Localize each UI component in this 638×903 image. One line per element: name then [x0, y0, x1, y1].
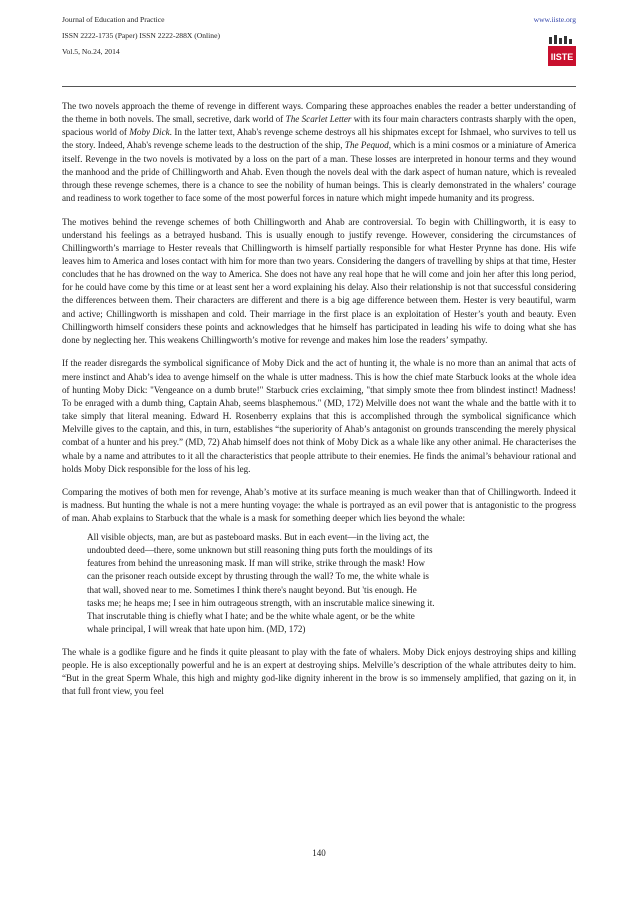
header-divider — [62, 86, 576, 87]
title-pequod: The Pequod — [344, 140, 389, 151]
page-header — [62, 12, 576, 82]
paragraph-2: The motives behind the revenge schemes of both Chillingworth and Ahab are controversial. To begin with Chillingworth, it is easy to understand his feelings as a betrayed husband. This is usually enough to justify revenge. However, considering the circumstances of Chillingworth’s marriage to Hester reveals that Chillingworth is himself partially responsible for what Hester Prynne has done. His wife leaves him to America and loses contact with him for more than two years. Considering the dangers of travelling by ships at that time, Hester concludes that he has drowned on the way to America. She does not have any real hope that he will come and join her after this long period, for he could have come by this time or at least sent her a word explaining his delay. Also their relationship is not that successful considering the differences between them. Their characters are different and there is a big age difference between them. Hester is very beautiful, warm and active; Chillingworth is misshapen and cold. Their marriage in the first place is an exploitation of Hester’s youth and beauty. Even Chillingworth himself considers these points and acknowledges that he himself has participated in leading his wife to doing what she has done by neglecting her. This weakens Chillingworth’s motive for revenge and makes him lose the readers’ sympathy. — [62, 216, 576, 345]
title-scarlet-letter: The Scarlet Letter — [285, 114, 352, 125]
quote-line: can the prisoner reach outside except by thrusting through the wall? To me, the white whale is — [87, 571, 429, 582]
paragraph-1: The two novels approach the theme of revenge in different ways. Comparing these approaches enables the reader a better understanding of the theme in both novels. The small, secretive, dark world of The Scarlet Letter with its four main characters contrasts sharply with the open, spacious world of Moby Dick. In the latter text, Ahab's revenge scheme destroys all his shipmates except for Ishmael, who survives to tell us the story. Indeed, Ahab's revenge scheme leads to the destruction of the ship, The Pequod, which is a mini cosmos or a miniature of America itself. Revenge in the two novels is motivated by a loss on the part of a man. These losses are interpreted in honour terms and they wound the manhood and the pride of Chillingworth and Ahab. Even though the novels deal with the dark aspect of human nature, which is revealed through these revenge schemes, there is a chance to see the nobility of human beings. This is clearly demonstrated in the whalers’ courage and readiness to work together to face some of the most powerful forces in nature which might impede humanity and its progress. — [62, 101, 576, 204]
quote-line: undoubted deed—there, some unknown but still reasoning thing puts forth the mouldings of its — [87, 545, 433, 556]
quote-line: that wall, shoved near to me. Sometimes I think there's naught beyond. But 'tis enough. He — [87, 584, 417, 595]
journal-volume: Vol.5, No.24, 2014 — [62, 47, 120, 56]
paragraph-3: If the reader disregards the symbolical significance of Moby Dick and the act of hunting it, the whale is no more than an animal that acts of mere instinct and Ahab’s idea to avenge himself on the whale is utter madness. This is how the chief mate Starbuck looks at the whole idea of hunting Moby Dick: "Vengeance on a dumb brute!" Starbuck cries exclaiming, "that simply smote thee from blindest instinct! Madness! To be enraged with a dumb thing, Captain Ahab, seems blasphemous." (MD, 172) Melville does not want the whale and the battle with it to take simply that literal meaning. Edward H. Rosenberry explains that this is accomplished through the symbolical significance which Melville gives to the captain, and this, in turn, establishes “the superiority of Ahab’s antagonist on grounds transcending the merely physical combat of a hunter and his prey.” (MD, 72) Ahab himself does not think of Moby Dick as a whale like any other animal. He characterises the whale by a name and attributes to it all the characteristics that people attribute to their enemies. He finds the animal’s behaviour rational and holds Moby Dick responsible for the loss of his leg. — [62, 358, 576, 474]
logo-label: IISTE — [550, 52, 574, 62]
paragraph-5: The whale is a godlike figure and he finds it quite pleasant to play with the fate of whalers. Moby Dick enjoys destroying ships and killing people. He is also exceptionally powerful and he is an expert at destroying ships. Melville’s description of the whale attributes deity to him. “But in the great Sperm Whale, this high and mighty god-like dignity inherent in the brow is so immensely amplified, that gazing on it, in that full front view, you feel — [62, 646, 576, 696]
quote-line: features from behind the unreasoning mask. If man will strike, strike through the mask! How — [87, 558, 425, 569]
quote-line: That inscrutable thing is chiefly what I hate; and be the white whale agent, or be the white — [87, 611, 415, 622]
page-number: 140 — [312, 848, 326, 858]
quote-line: whale principal, I will wreak that hate upon him. (MD, 172) — [87, 624, 306, 635]
iiste-logo-icon — [548, 34, 576, 68]
journal-issn: ISSN 2222-1735 (Paper) ISSN 2222-288X (Online) — [62, 31, 220, 40]
article-body — [62, 100, 576, 708]
paragraph-4: Comparing the motives of both men for revenge, Ahab’s motive at its surface meaning is much weaker than that of Chillingworth. Indeed it is madness. But hunting the whale is not a mere hunting voyage: the whale is portrayed as an evil power that is antagonistic to the progress of man. Ahab explains to Starbuck that the whale is a mask for something deeper which lies beyond the whale: — [62, 487, 576, 524]
journal-url-link[interactable]: www.iiste.org — [533, 15, 576, 24]
quote-line: All visible objects, man, are but as pasteboard masks. But in each event—in the living act, the — [87, 531, 429, 542]
title-moby-dick: Moby Dick — [129, 127, 170, 138]
quote-line: tasks me; he heaps me; I see in him outrageous strength, with an inscrutable malice sinewing it. — [87, 597, 435, 608]
block-quote — [87, 531, 518, 637]
journal-name: Journal of Education and Practice — [62, 15, 165, 24]
